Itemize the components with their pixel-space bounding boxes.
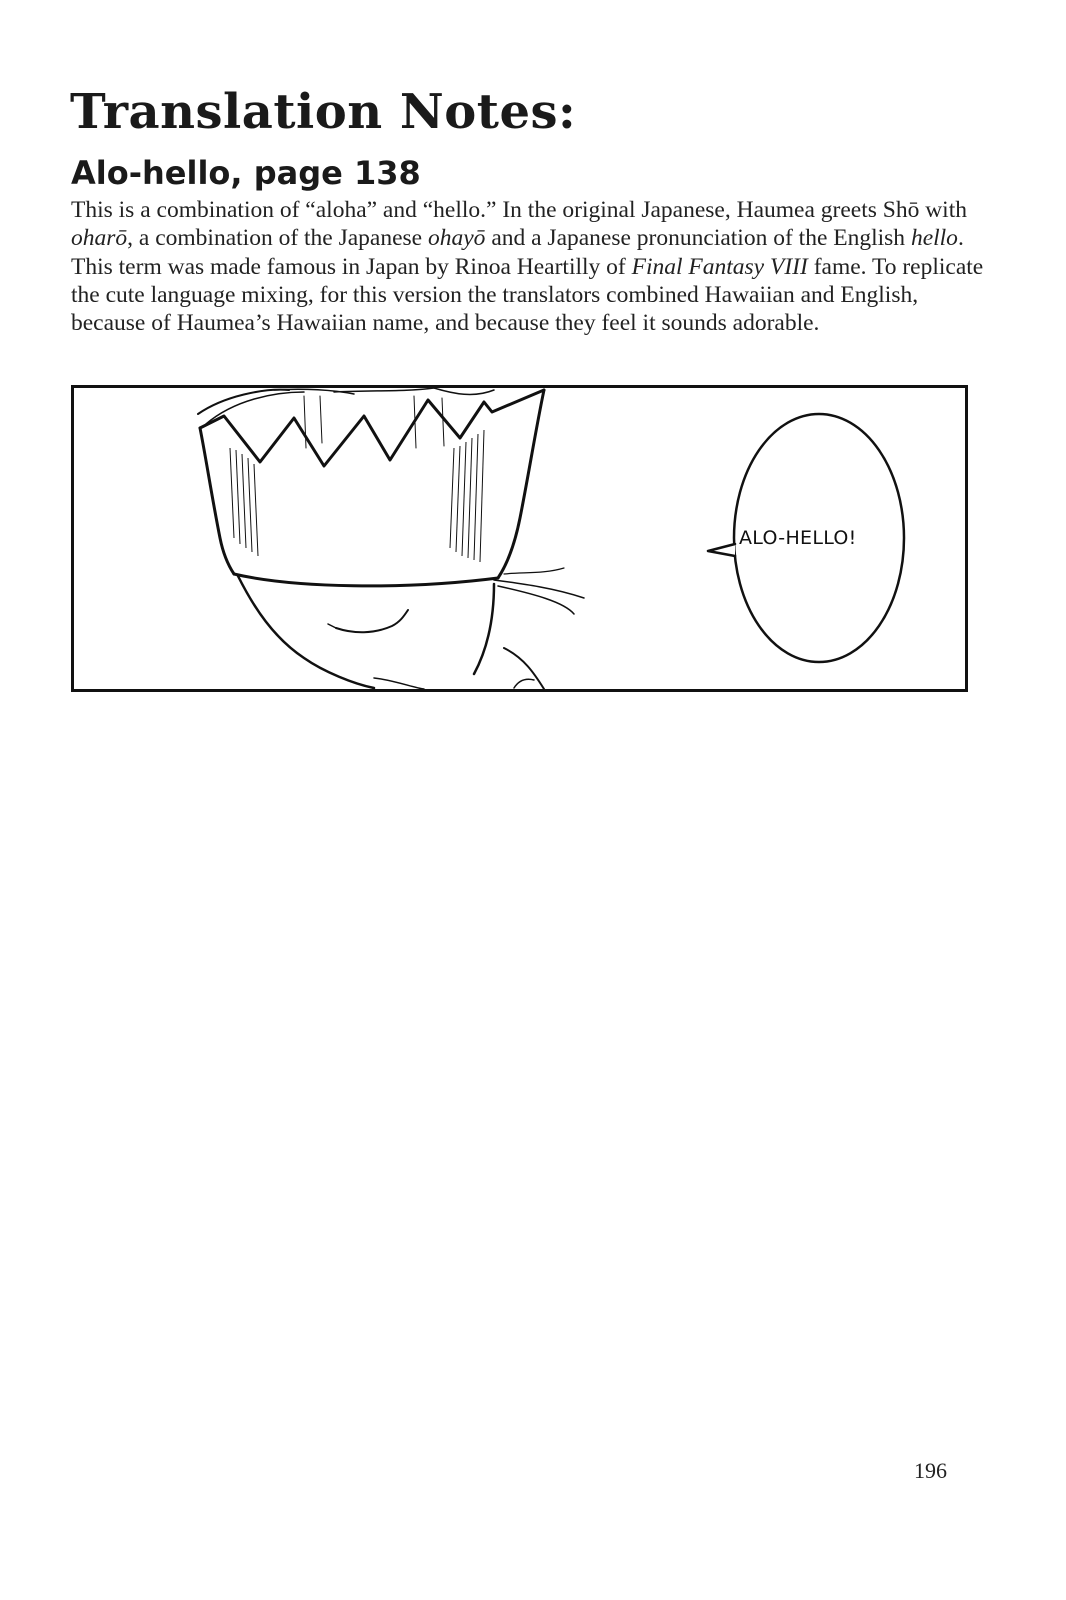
term-ohayo: ohayō xyxy=(428,225,486,252)
note-text-5: fame. To replicate the cute language mixing, for this version the translators combined Hawaiian and English, because of Haumea’s Hawaiian name, and because they feel it sounds adorable. xyxy=(71,253,984,337)
note-text-1: This is a combination of “aloha” and “hello.” In the original Japanese, Haumea greets Shō with xyxy=(71,197,967,223)
page-number: 196 xyxy=(914,1458,947,1483)
note-heading: Alo-hello, page 138 xyxy=(71,154,421,192)
note-text-2: , a combination of the Japanese xyxy=(127,225,428,252)
term-oharo: oharō xyxy=(71,225,128,252)
note-body xyxy=(71,196,996,337)
note-text-3: and a Japanese pronunciation of the English xyxy=(485,225,911,252)
note-text-4: . This term was made famous in Japan by Rinoa Heartilly of xyxy=(71,225,964,280)
page-title: Translation Notes: xyxy=(70,84,577,140)
term-hello: hello xyxy=(910,225,958,252)
term-final-fantasy: Final Fantasy VIII xyxy=(631,253,808,280)
speech-bubble-text: ALO-HELLO! xyxy=(739,527,857,549)
manga-panel xyxy=(71,385,968,692)
